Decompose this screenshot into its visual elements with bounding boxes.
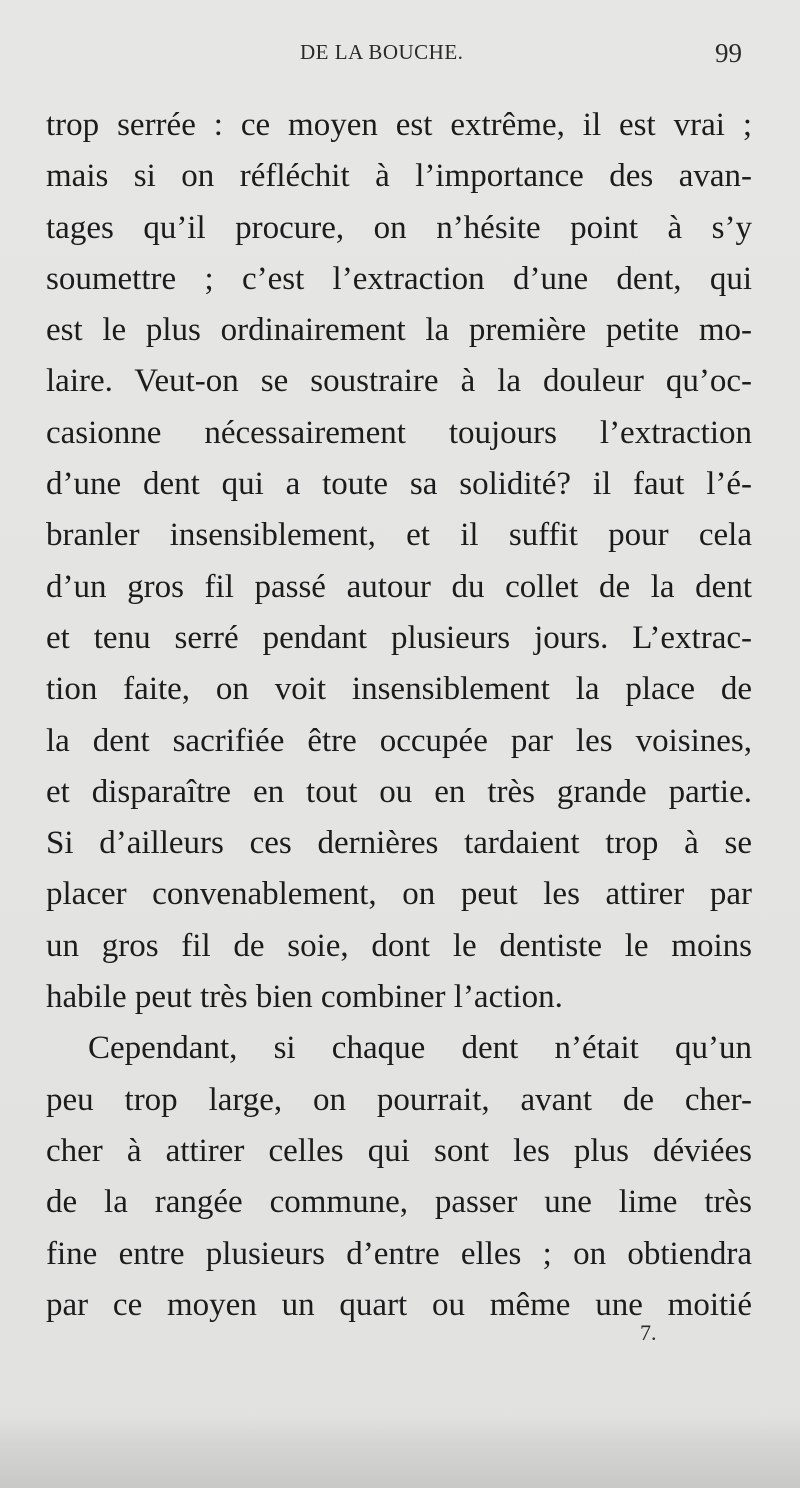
- text-line: casionne nécessairement toujours l’extraction: [46, 414, 752, 451]
- running-head: [0, 40, 800, 70]
- page-number: 99: [715, 38, 742, 68]
- text-line: peu trop large, on pourrait, avant de cher-: [46, 1081, 752, 1118]
- text-line: fine entre plusieurs d’entre elles ; on obtiendra: [46, 1235, 752, 1272]
- running-title: DE LA BOUCHE.: [300, 40, 464, 64]
- text-line: soumettre ; c’est l’extraction d’une dent, qui: [46, 260, 752, 297]
- text-line-paragraph-end: habile peut très bien combiner l’action.: [46, 979, 563, 1016]
- text-line: d’une dent qui a toute sa solidité? il faut l’é-: [46, 466, 752, 503]
- text-line: tages qu’il procure, on n’hésite point à s’y: [46, 209, 752, 246]
- text-line: un gros fil de soie, dont le dentiste le moins: [46, 927, 752, 964]
- text-line: mais si on réfléchit à l’importance des avan-: [46, 158, 752, 195]
- text-line-paragraph-start: Cependant, si chaque dent n’était qu’un: [88, 1030, 752, 1067]
- text-line: branler insensiblement, et il suffit pour cela: [46, 517, 752, 554]
- text-line: par ce moyen un quart ou même une moitié: [46, 1286, 752, 1323]
- text-line: laire. Veut-on se soustraire à la douleur qu’oc-: [46, 363, 752, 400]
- text-line: est le plus ordinairement la première petite mo-: [46, 312, 752, 349]
- text-line: placer convenablement, on peut les attirer par: [46, 876, 752, 913]
- text-line: et disparaître en tout ou en très grande partie.: [46, 773, 752, 810]
- text-line: d’un gros fil passé autour du collet de la dent: [46, 568, 752, 605]
- signature-mark: 7.: [640, 1320, 657, 1345]
- text-line: et tenu serré pendant plusieurs jours. L’extrac-: [46, 619, 752, 656]
- page-edge-shadow: [0, 1415, 800, 1488]
- body-text: [46, 100, 752, 1331]
- text-line: cher à attirer celles qui sont les plus déviées: [46, 1132, 752, 1169]
- text-line: de la rangée commune, passer une lime très: [46, 1184, 752, 1221]
- text-line: Si d’ailleurs ces dernières tardaient trop à se: [46, 825, 752, 862]
- text-line: trop serrée : ce moyen est extrême, il est vrai ;: [46, 107, 752, 143]
- text-line: tion faite, on voit insensiblement la place de: [46, 671, 752, 708]
- text-line: la dent sacrifiée être occupée par les voisines,: [46, 722, 752, 759]
